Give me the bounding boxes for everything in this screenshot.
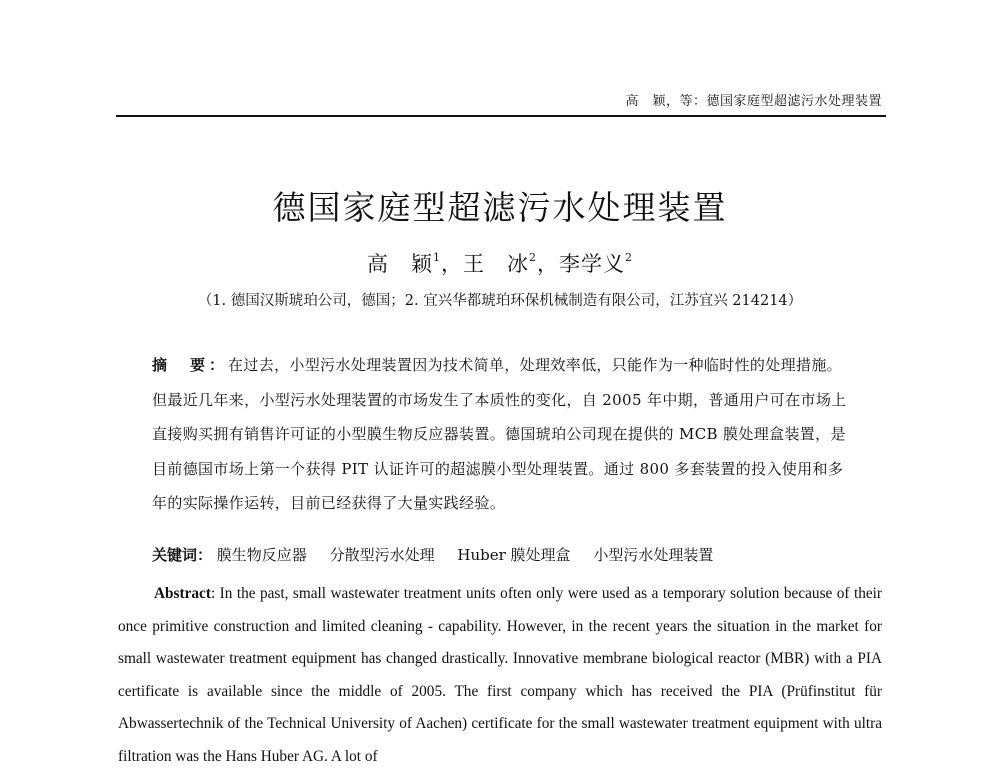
- author-line: [0, 248, 1000, 278]
- english-abstract-text: : In the past, small wastewater treatment units often only were used as a temporary solution because of their once primitive construction and limited cleaning - capability. However, in the recent years the situation in the market for small wastewater treatment equipment has changed drastically. Innovative membrane biological reactor (MBR) with a PIA certificate is available since the middle of 2005. The first company which has received the PIA (Prüfinstitut für Abwassertechnik of the Technical University of Aachen) certificate for the small wastewater treatment equipment with ultra filtration was the Hans Huber AG. A lot of: [118, 585, 882, 765]
- chinese-abstract-label: 摘 要：: [152, 356, 229, 374]
- author-separator: ，: [537, 252, 559, 276]
- author-name: 高 颖: [367, 252, 433, 276]
- author-separator: ，: [441, 252, 463, 276]
- keyword: 分散型污水处理: [329, 546, 435, 564]
- article-title: 德国家庭型超滤污水处理装置: [272, 188, 728, 227]
- keyword: 膜生物反应器: [216, 546, 307, 564]
- english-abstract-label: Abstract: [154, 585, 211, 602]
- affiliation-line: （1. 德国汉斯琥珀公司，德国；2. 宜兴华都琥珀环保机械制造有限公司，江苏宜兴 214214）: [197, 293, 803, 309]
- running-head: 高 颖，等：德国家庭型超滤污水处理装置: [625, 94, 882, 109]
- keyword: 小型污水处理装置: [593, 546, 714, 564]
- keywords: [152, 544, 872, 565]
- author-affiliation-mark: 2: [529, 251, 537, 264]
- english-abstract: [118, 578, 882, 773]
- header-rule: [116, 115, 886, 117]
- chinese-abstract-text: 在过去，小型污水处理装置因为技术简单，处理效率低，只能作为一种临时性的处理措施。但最近几年来，小型污水处理装置的市场发生了本质性的变化，自 2005 年中期，普通用户可在市场上直接购买拥有销售许可证的小型膜生物反应器装置。德国琥珀公司现在提供的 MCB 膜处理盒装置，是目前德国市场上第一个获得 PIT 认证许可的超滤膜小型处理装置。通过 800 多套装置的投入使用和多年的实际操作运转，目前已经获得了大量实践经验。: [152, 356, 847, 512]
- author-name: 李学义: [559, 252, 625, 276]
- author-name: 王 冰: [463, 252, 529, 276]
- author-affiliation-mark: 2: [625, 251, 633, 264]
- chinese-abstract: [152, 348, 852, 521]
- keywords-label: 关键词：: [152, 546, 213, 564]
- author-affiliation-mark: 1: [433, 251, 441, 264]
- keyword: Huber 膜处理盒: [457, 546, 571, 564]
